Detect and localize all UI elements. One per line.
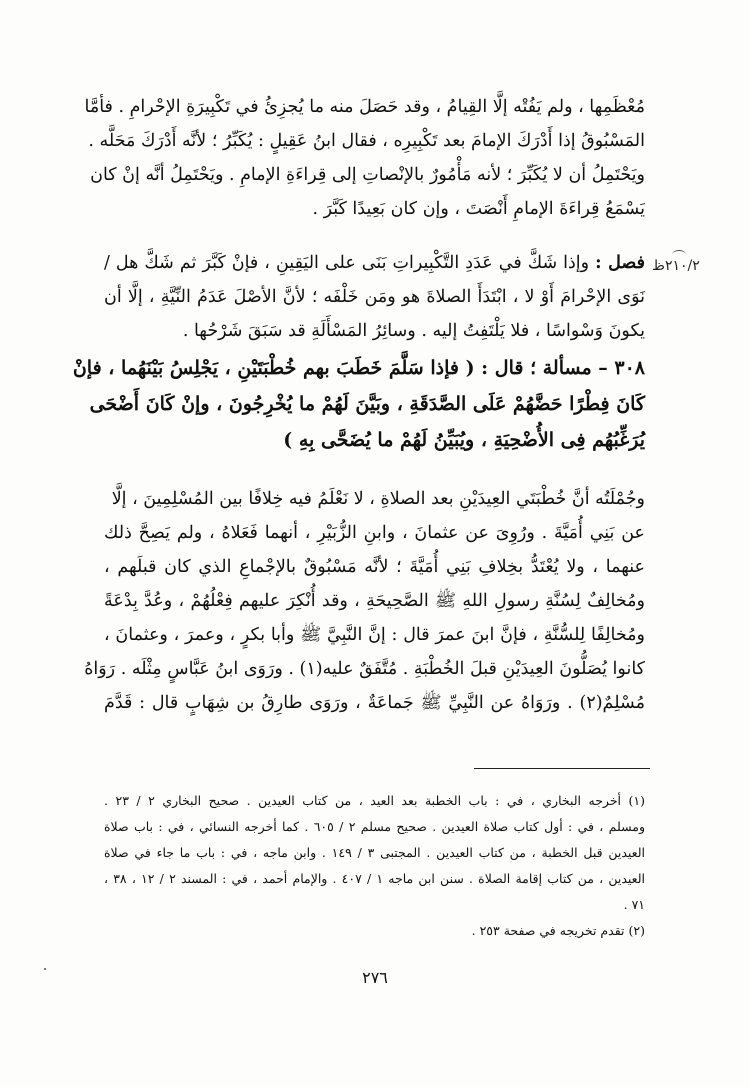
footnote-line: العيدين ، من كتاب إقامة الصلاة . سنن ابن ماجه ١ / ٤٠٧ . والإمام أحمد ، في : المسند ٢ / ١٢ ، ٣٨ ،	[104, 871, 645, 886]
text-line: نَوَى الإحْرامَ أَوْ لا ، ابْتَدَأَ الصلاةَ هو ومَن خَلْفَه ؛ لأنَّ الأصْلَ عَدَمُ النِّيَّةِ ، إلَّا أن	[104, 287, 645, 307]
text-line: ومُخالِفًا لِلسُّنَّةِ ، فإنَّ ابنَ عمرَ قال : إنَّ النَّبِيَّ ﷺ وأبا بكرٍ ، وعمرَ ، وعثمانَ ،	[104, 625, 645, 645]
text-line: كَانَ فِطْرًا حَضَّهُمْ عَلَى الصَّدَقَةِ ، وبَيَّنَ لَهُمْ ما يُخْرِجُونَ ، وإنْ كَانَ أَضْحَى	[89, 393, 645, 415]
text-line: ٣٠٨ – مسألة ؛ قال : ( فإذا سَلَّمَ خَطَبَ بهم خُطْبَتَيْنِ ، يَجْلِسُ بَيْنَهُما ، فإنْ	[72, 357, 645, 379]
text-line: يَسْمَعُ قِراءَةَ الإمامِ أَنْصَتَ ، وإن كان بَعِيدًا كَبَّرَ .	[312, 199, 645, 219]
text-line: عن بَنِي أُمَيَّةَ . ورُوِىَ عن عثمانَ ، وابنِ الزُّبَيْرِ ، أنهما فَعَلاهُ ، ولم يَصِحَّ ذلك	[104, 523, 645, 543]
text-line: يكونَ وَسْواسًا ، فلا يَلْتَفِتُ إليه . وسائِرُ المَسْأَلَةِ قد سَبَقَ شَرْحُها .	[182, 321, 645, 341]
footnote-line: (١) أخرجه البخاري ، في : باب الخطبة بعد العيد ، من كتاب العيدين . صحيح البخاري ٢ / ٢٣ .	[104, 793, 646, 808]
fasl-label: فصل :	[595, 253, 645, 273]
footnote-line: ٧١ .	[623, 897, 645, 912]
text-line: وجُمْلَتُه أنَّ خُطْبَتَي العِيدَيْنِ بعد الصلاةِ ، لا نَعْلَمُ فيه خِلافًا بين المُسْلِمِينَ ، إلَّا	[111, 489, 645, 509]
text-line: ومُخالِفٌ لِسُنَّةِ رسولِ اللهِ ﷺ الصَّحِيحَةِ ، وقد أُنْكِرَ عليهم فِعْلُهُمْ ، وعُدَّ بِدْعَةً	[104, 591, 645, 611]
footnote-line: (٢) تقدم تخريجه في صفحة ٢٥٣ .	[471, 923, 645, 938]
page-number: ٢٧٦	[362, 968, 388, 987]
text-line: يُرَغِّبُهُم فِى الأُضْحِيَةِ ، ويُبَيِّنُ لَهُمْ ما يُضَحَّى بِهِ )	[283, 429, 645, 451]
footnote-line: ومسلم ، في : أول كتاب صلاة العيدين . صحيح مسلم ٢ / ٦٠٥ . كما أخرجه النسائي ، في : باب صلاة	[104, 819, 645, 834]
text-line: عنهما ، ولا يُعْتَدُّ بخِلافِ بَنِي أُمَيَّةَ ؛ لأنَّه مَسْبُوقٌ بالإجْماعِ الذي كان قبلَهم ،	[104, 557, 645, 577]
text-line: مُسْلِمٌ(٢) . ورَوَاهُ عن النَّبِيِّ ﷺ جَماعَةٌ ، ورَوَى طارِقُ بن شِهَابٍ قال : قَدَّمَ	[104, 693, 645, 713]
fasl-line-text: وإذا شَكَّ في عَدَدِ التَّكْبِيراتِ بَنَى على اليَقِينِ ، فإنْ كَبَّرَ ثم شَكَّ هل /	[104, 253, 590, 273]
scan-speck	[44, 968, 46, 970]
text-line: ويَحْتَمِلُ أن لا يُكَبِّرَ ؛ لأنه مَأْمُورٌ بالإنْصاتِ إلى قِراءَةِ الإمامِ . ويَحْتَمِلُ أنَّه إنْ كان	[90, 165, 645, 185]
margin-reference: ٢١٠/٢ظ	[652, 258, 700, 274]
footnote-line: العيدين قبل الخطبة ، من كتاب العيدين . المجتبى ٣ / ١٤٩ . وابن ماجه ، في : باب ما جاء في صلاة	[104, 845, 645, 860]
text-line: مُعْظَمِها ، ولم يَفُتْه إلَّا القِيامُ ، وقد حَصَلَ منه ما يُجزِئُ في تَكْبِيرَةِ الإحْرامِ . فأمَّا	[84, 97, 645, 117]
footnote-divider	[474, 768, 650, 769]
text-line	[104, 246, 645, 280]
text-line: المَسْبُوقُ إذا أَدْرَكَ الإمامَ بعد تَكْبِيرِه ، فقال ابنُ عَقِيلٍ : يُكَبِّرُ ؛ لأنَّه أَدْرَكَ مَحَلَّه .	[88, 131, 645, 151]
text-line: كانوا يُصَلُّونَ العِيدَيْنِ قبلَ الخُطْبَةِ . مُتَّفَقٌ عليه(١) . ورَوَى ابنُ عَبَّاسٍ مِثْلَه . رَوَاهُ	[84, 659, 645, 679]
